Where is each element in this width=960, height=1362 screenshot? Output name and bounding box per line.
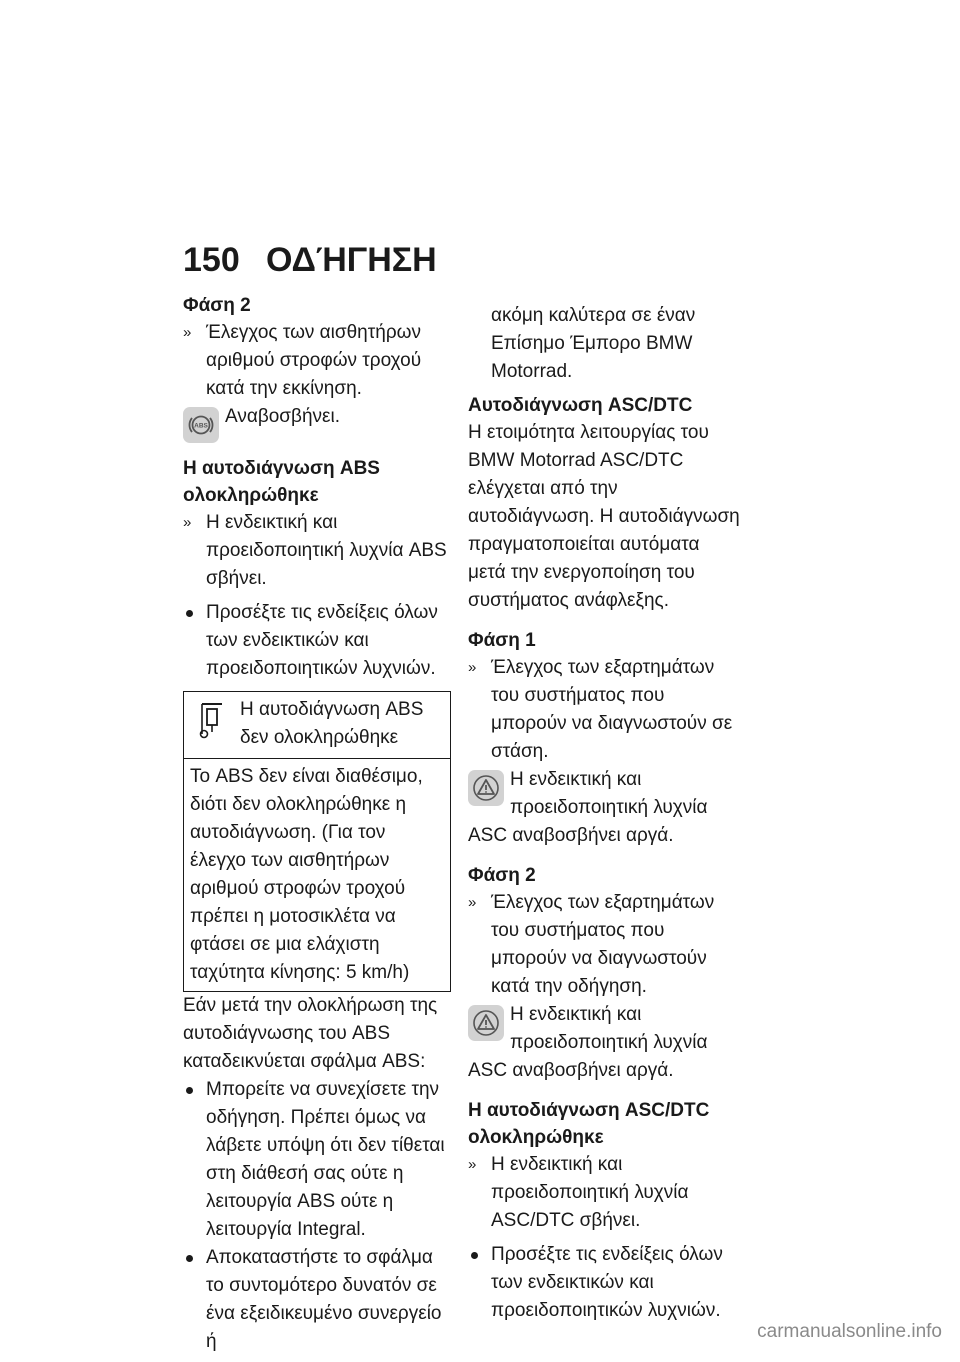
phase2-right-heading: Φάση 2 <box>468 865 536 886</box>
chapter-title: ΟΔΉΓΗΣΗ <box>266 241 437 279</box>
error-bullet-1-text: Μπορείτε να συνεχίσετε την οδήγηση. Πρέπει όμως να λάβετε υπόψη ότι δεν τίθεται στη διάθεσή σας ούτε η λειτουργία ABS ούτε η λειτουργία Integral. <box>206 1079 445 1240</box>
abs-done-bullet-text: Προσέξτε τις ενδείξεις όλων των ενδεικτικών και προειδοποιητικών λυχνιών. <box>206 602 438 679</box>
phase2-step-text: Έλεγχος των αισθητήρων αριθμού στροφών τροχού κατά την εκκίνηση. <box>206 322 422 399</box>
phase1-step <box>468 654 740 766</box>
motorcycle-note-icon <box>198 700 230 749</box>
abs-done-step <box>183 509 451 593</box>
phase1-result: Η ενδεικτική και προειδοποιητική λυχνία ASC αναβοσβήνει αργά. <box>468 769 708 846</box>
abs-note-box <box>183 691 451 992</box>
asc-done-bullet-text: Προσέξτε τις ενδείξεις όλων των ενδεικτικών και προειδοποιητικών λυχνιών. <box>491 1244 723 1321</box>
phase2-heading: Φάση 2 <box>183 295 251 316</box>
phase2-right-result: Η ενδεικτική και προειδοποιητική λυχνία ASC αναβοσβήνει αργά. <box>468 1004 708 1081</box>
phase2-step <box>183 319 451 403</box>
step-marker: » <box>468 659 477 676</box>
asc-text: Η ετοιμότητα λειτουργίας του BMW Motorrad ASC/DTC ελέγχεται από την αυτοδιάγνωση. Η αυτοδιάγνωση πραγματοποιείται αυτόματα μετά την ενεργοποίηση του συστήματος ανάφλεξης. <box>468 422 740 611</box>
note-body: Το ABS δεν είναι διαθέσιμο, διότι δεν ολοκληρώθηκε η αυτοδιάγνωση. (Για τον έλεγχο των αισθητήρων αριθμού στροφών τροχού πρέπει η μοτοσικλέτα να φτάσει σε μια ελάχιστη ταχύτητα κίνησης: 5 km/h) <box>190 766 423 983</box>
phase1-heading: Φάση 1 <box>468 630 536 651</box>
asc-warning-lamp-icon <box>468 1005 504 1041</box>
page-header <box>183 240 437 280</box>
watermark: carmanualsonline.info <box>757 1321 942 1342</box>
asc-done-step <box>468 1151 740 1235</box>
abs-indicator-row <box>183 403 451 443</box>
phase2-right-step <box>468 889 740 1001</box>
error-bullet-2-text: Αποκαταστήστε το σφάλμα το συντομότερο δυνατόν σε ένα εξειδικευμένο συνεργείο ή <box>206 1247 442 1352</box>
svg-text:ABS: ABS <box>194 422 208 430</box>
step-marker: » <box>183 324 192 341</box>
asc-done-heading: Η αυτοδιάγνωση ASC/DTC ολοκληρώθηκε <box>468 1100 710 1148</box>
abs-indicator-result: Αναβοσβήνει. <box>225 406 341 427</box>
right-column <box>468 302 740 1325</box>
page-number: 150 <box>183 241 240 279</box>
phase1-step-text: Έλεγχος των εξαρτημάτων του συστήματος που μπορούν να διαγνωστούν σε στάση. <box>491 657 733 762</box>
left-column <box>183 292 451 1356</box>
asc-done-bullet <box>468 1241 740 1325</box>
phase2-right-step-text: Έλεγχος των εξαρτημάτων του συστήματος που μπορούν να διαγνωστούν κατά την οδήγηση. <box>491 892 715 997</box>
note-header <box>184 692 450 759</box>
step-marker: » <box>468 894 477 911</box>
error-text: Εάν μετά την ολοκλήρωση της αυτοδιάγνωσης του ABS καταδεικνύεται σφάλμα ABS: <box>183 995 438 1072</box>
asc-indicator-row-1 <box>468 766 740 850</box>
asc-heading: Αυτοδιάγνωση ASC/DTC <box>468 395 693 416</box>
error-bullet-2 <box>183 1244 451 1356</box>
step-marker: » <box>468 1156 477 1173</box>
error-bullet-1 <box>183 1076 451 1244</box>
abs-done-heading: Η αυτοδιάγνωση ABS ολοκληρώθηκε <box>183 458 380 506</box>
continuation-text: ακόμη καλύτερα σε έναν Επίσημο Έμπορο BMW Motorrad. <box>491 305 696 382</box>
abs-done-step-text: Η ενδεικτική και προειδοποιητική λυχνία ABS σβήνει. <box>206 512 447 589</box>
step-marker: » <box>183 514 192 531</box>
note-title: Η αυτοδιάγνωση ABS δεν ολοκληρώθηκε <box>240 699 424 748</box>
asc-warning-lamp-icon <box>468 770 504 806</box>
abs-warning-lamp-icon <box>183 407 219 443</box>
asc-done-step-text: Η ενδεικτική και προειδοποιητική λυχνία ASC/DTC σβήνει. <box>491 1154 689 1231</box>
asc-indicator-row-2 <box>468 1001 740 1085</box>
abs-done-bullet <box>183 599 451 683</box>
